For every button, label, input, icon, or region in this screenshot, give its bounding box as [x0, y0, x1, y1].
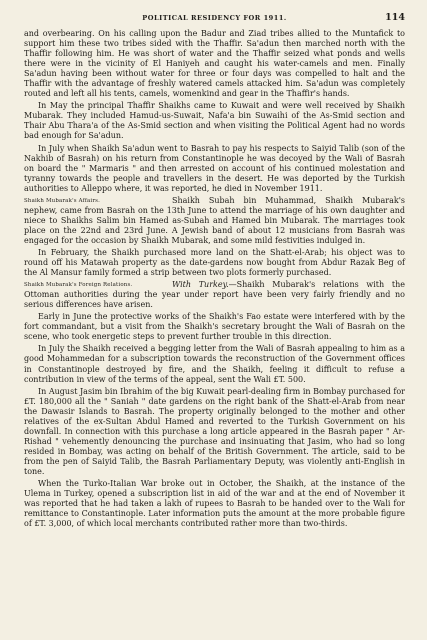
paragraph-5: In February, the Shaikh purchased more land on the Shatt-el-Arab; his object was to round off his Matawah property as the date-gardens now bought from Abdur Razak Beg of the Al Mansur family formed a strip between two plots formerly purchased. [24, 247, 405, 278]
paragraph-2: In May the principal Thaffir Shaikhs came to Kuwait and were well received by Shaikh Mubarak. They included Hamud-us-Suwait, Nafa'a bin Suwaihi of the As-Smid section and Thair Abu Thara'a of the As-Smid section and when visiting the Political Agent had no words bad enough for Sa'adun. [24, 101, 405, 141]
paragraph-6 [24, 280, 405, 310]
paragraph-8: In July the Shaikh received a begging letter from the Wali of Basrah appealing to him as a good Mohammedan for a subscription towards the reconstruction of the Government offices in Constantinople destroyed by fire, and the Shaikh, feeling it difficult to refuse a contribution in view of the terms of the appeal, sent the Wali £T. 500. [24, 344, 405, 384]
side-note-affairs: Shaikh Mubarak's Affairs. [24, 197, 101, 204]
paragraph-6-text: Shaikh Mubarak's relations with the Ottoman authorities during the year under report have been very fairly friendly and no serious differences have arisen. [24, 280, 405, 310]
paragraph-7: Early in June the protective works of the Shaikh's Fao estate were interfered with by the fort commandant, but a visit from the Shaikh's secretary brought the Wali of Basrah on the scene, who took energetic steps to prevent further trouble in this direction. [24, 312, 405, 342]
paragraph-9: In August Jasim bin Ibrahim of the big Kuwait pearl-dealing firm in Bombay purchased for £T. 180,000 all the " Saniah " date gardens on the right bank of the Shatt-el-Arab from near the Dawasir Islands to Basrah. The property originally belonged to the mother and other relatives of the ex-Sultan Abdul Hamed and reverted to the Turkish Government on his downfall. In connection with this purchase a long article appeared in the Basrah paper " Ar-Rishad " vehemently denouncing the purchase and insinuating that Jasim, who had so long resided in Bombay, was acting on behalf of the British Government. The article, said to be from the pen of Saiyid Talib, the Basrah Parliamentary Deputy, was violently anti-English in tone. [24, 386, 405, 476]
paragraph-3: In July when Shaikh Sa'adun went to Basrah to pay his respects to Saiyid Talib (son of the Nakhib of Basrah) on his return from Constantinople he was decoyed by the Wali of Basrah on board the " Marmaris " and then arrested on account of his continued molestation and tyranny towards the people and travellers in the desert. He was deported by the Turkish authorities to Alleppo where, it was reported, he died in November 1911. [24, 143, 405, 193]
paragraph-1: and overbearing. On his calling upon the Badur and Ziad tribes allied to the Muntafick to support him these two tribes sided with the Thaffir. Sa'adun then marched north with the Thaffir following him. He was short of water and the Thaffir seized what ponds and wells there were in the vicinity of El Haniyeh and caught his water-camels and men. Finally Sa'adun having been without water for three or four days was compelled to halt and the Thaffir with the advantage of freshly watered camels attacked him. Sa'adun was completely routed and left all his tents, camels, womenkind and gear in the Thaffir's hands. [24, 29, 405, 99]
heading-dash: — [228, 280, 237, 290]
paragraph-10: When the Turko-Italian War broke out in October, the Shaikh, at the instance of the Ulema in Turkey, opened a subscription list in aid of the war and at the end of November it was reported that he had taken a lakh of rupees to Basrah to be handed over to the Wali for remittance to Constantinople. Later information puts the amount at the more probable figure of £T. 3,000, of which local merchants contributed rather more than two-thirds. [24, 479, 405, 529]
running-title: POLITICAL RESIDENCY FOR 1911. [142, 14, 287, 22]
paragraph-4-text: Shaikh Subah bin Muhammad, Shaikh Mubarak's nephew, came from Basrah on the 13th June to attend the marriage of his own daughter and niece to Shaikhs Salim bin Hamed as-Subah and Hamed bin Mubarak. The marriages took place on the 22nd and 23rd June. A Jewish band of about 12 musicians from Basrah was engaged for the occasion by Shaikh Mubarak, and some mild festivities indulged in. [24, 195, 405, 245]
page-number: 114 [385, 12, 405, 23]
page-header [24, 10, 405, 26]
with-turkey-heading: With Turkey. [172, 280, 229, 290]
paragraph-4 [24, 196, 405, 246]
side-note-foreign: Shaikh Mubarak's Foreign Relations. [24, 282, 133, 289]
body-text [24, 29, 405, 529]
